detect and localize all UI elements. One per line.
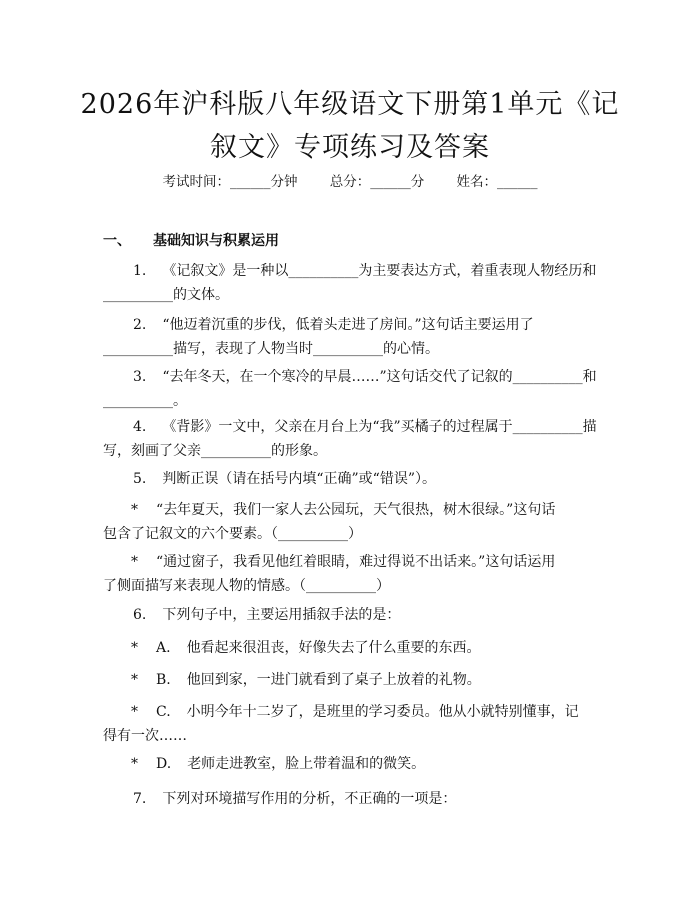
judgement-text-cont: 包含了记叙文的六个要素。（__________）	[103, 526, 362, 542]
question-number: 4.	[133, 419, 147, 435]
judgement-text-cont: 了侧面描写来表现人物的情感。（__________）	[103, 578, 390, 594]
question-text: 下列句子中，主要运用插叙手法的是：	[162, 607, 401, 623]
section-number: 一、	[103, 233, 131, 249]
total-score: 总分：______分	[329, 174, 425, 190]
question-number: 5.	[133, 471, 147, 487]
question-text: “去年冬天，在一个寒冷的早晨……”这句话交代了记叙的__________和	[162, 369, 597, 385]
option-letter: C.	[156, 704, 171, 720]
option-text: 他回到家，一进门就看到了桌子上放着的礼物。	[186, 672, 481, 688]
option-letter: A.	[156, 640, 171, 656]
bullet-star: *	[131, 502, 138, 518]
judgement-text: “去年夏天，我们一家人去公园玩，天气很热，树木很绿。”这句话	[156, 502, 556, 518]
question-2	[103, 313, 599, 361]
option-text: 小明今年十二岁了，是班里的学习委员。他从小就特别懂事，记	[186, 704, 579, 720]
section-heading	[103, 230, 279, 250]
judgement-2	[103, 550, 599, 598]
document-title-line2: 叙文》专项练习及答案	[210, 132, 490, 163]
option-text: 他看起来很沮丧，好像失去了什么重要的东西。	[186, 640, 481, 656]
option-a	[103, 636, 599, 660]
exam-meta	[0, 170, 700, 190]
option-d	[103, 752, 599, 776]
judgement-text: “通过窗子，我看见他红着眼睛，难过得说不出话来。”这句话运用	[156, 554, 556, 570]
question-number: 6.	[133, 607, 147, 623]
question-text: 《背影》一文中，父亲在月台上为“我”买橘子的过程属于__________描	[162, 419, 597, 435]
judgement-1	[103, 498, 599, 546]
question-text: “他迈着沉重的步伐，低着头走进了房间。”这句话主要运用了	[162, 317, 534, 333]
option-b	[103, 668, 599, 692]
question-number: 2.	[133, 317, 147, 333]
bullet-star: *	[131, 554, 138, 570]
option-text: 老师走进教室，脸上带着温和的微笑。	[187, 756, 426, 772]
option-c	[103, 700, 599, 748]
question-text-cont: __________描写，表现了人物当时__________的心情。	[103, 341, 439, 357]
question-number: 7.	[133, 791, 147, 807]
question-3	[103, 365, 599, 413]
question-7	[103, 787, 599, 811]
exam-time: 考试时间：______分钟	[162, 174, 298, 190]
bullet-star: *	[131, 756, 138, 772]
question-text: 下列对环境描写作用的分析，不正确的一项是：	[162, 791, 457, 807]
section-title: 基础知识与积累运用	[153, 233, 279, 249]
document-title-line1: 2026年沪科版八年级语文下册第1单元《记	[80, 89, 620, 120]
question-text: 《记叙文》是一种以__________为主要表达方式，着重表现人物经历和	[162, 263, 597, 279]
question-number: 3.	[133, 369, 147, 385]
question-number: 1.	[133, 263, 147, 279]
question-5	[103, 467, 599, 491]
question-4	[103, 415, 599, 463]
question-6	[103, 603, 599, 627]
bullet-star: *	[131, 704, 138, 720]
option-letter: B.	[156, 672, 171, 688]
option-letter: D.	[156, 756, 172, 772]
bullet-star: *	[131, 640, 138, 656]
question-text-cont: __________。	[103, 393, 187, 409]
option-text-cont: 得有一次……	[103, 728, 187, 744]
question-text: 判断正误（请在括号内填“正确”或“错误”）。	[162, 471, 436, 487]
question-text-cont: __________的文体。	[103, 287, 229, 303]
bullet-star: *	[131, 672, 138, 688]
student-name: 姓名：______	[456, 174, 538, 190]
question-1	[103, 259, 599, 307]
question-text-cont: 写，刻画了父亲__________的形象。	[103, 443, 327, 459]
